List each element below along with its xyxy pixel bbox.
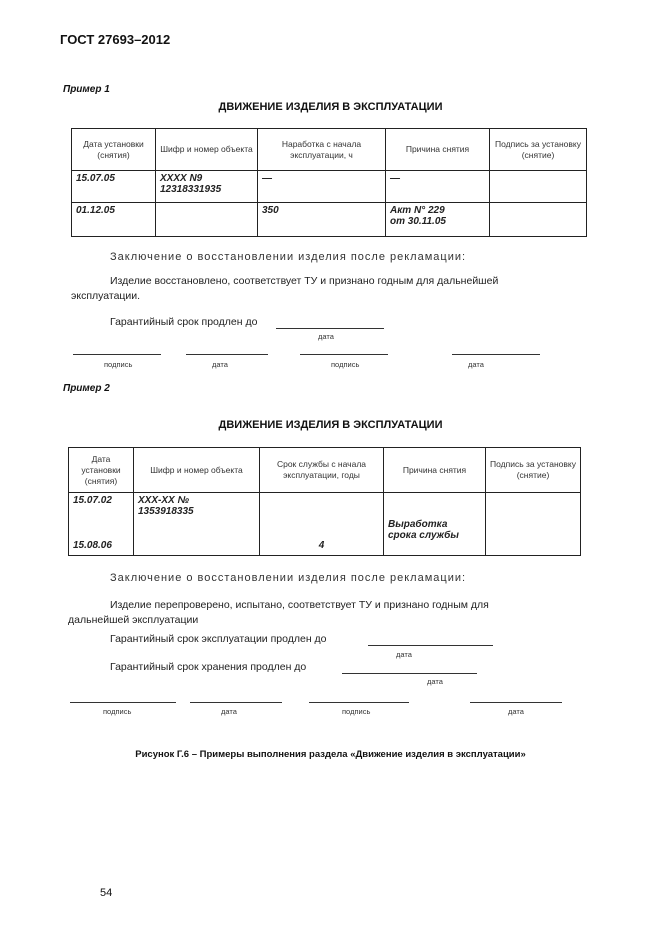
cell-object-line2: 12318331935 bbox=[160, 184, 222, 195]
warranty-use-date-label: дата bbox=[396, 650, 412, 659]
example-1-text-line2: эксплуатации. bbox=[71, 290, 141, 302]
cell-object bbox=[156, 203, 258, 237]
signature-line bbox=[70, 702, 176, 703]
date-line bbox=[190, 702, 282, 703]
cell-reason bbox=[386, 203, 490, 237]
cell-signature bbox=[490, 171, 587, 203]
table-row bbox=[69, 493, 581, 556]
page-number: 54 bbox=[100, 887, 113, 899]
example-2-table bbox=[68, 447, 581, 556]
example-1-text-line1: Изделие восстановлено, соответствует ТУ и признано годным для дальнейшей bbox=[110, 275, 499, 287]
column-header-date: Дата установки (снятия) bbox=[69, 448, 134, 493]
example-2-text-line2: дальнейшей эксплуатации bbox=[68, 614, 199, 626]
cell-date: 01.12.05 bbox=[72, 203, 156, 237]
signature-line bbox=[73, 354, 161, 355]
figure-caption: Рисунок Г.6 – Примеры выполнения раздела «Движение изделия в эксплуатации» bbox=[135, 749, 526, 760]
cell-date-installed: 15.07.02 bbox=[73, 495, 112, 506]
column-header-signature: Подпись за установку (снятие) bbox=[490, 129, 587, 171]
table-row bbox=[72, 203, 587, 237]
cell-reason-line1: — bbox=[390, 173, 400, 184]
cell-hours: 350 bbox=[258, 203, 386, 237]
signature-label: подпись bbox=[104, 360, 133, 369]
column-header-object: Шифр и номер объекта bbox=[134, 448, 260, 493]
cell-reason-line2: от 30.11.05 bbox=[390, 216, 446, 227]
warranty-storage-date-line bbox=[342, 673, 477, 674]
column-header-hours: Наработка с начала эксплуатации, ч bbox=[258, 129, 386, 171]
cell-object bbox=[134, 493, 260, 556]
cell-object-line1: XXXX N9 bbox=[160, 173, 203, 184]
example-2-warranty-use: Гарантийный срок эксплуатации продлен до bbox=[110, 633, 327, 645]
cell-object bbox=[156, 171, 258, 203]
column-header-reason: Причина снятия bbox=[384, 448, 486, 493]
example-2-conclusion-title: Заключение о восстановлении изделия после рекламации: bbox=[110, 572, 467, 584]
example-2-title: ДВИЖЕНИЕ ИЗДЕЛИЯ В ЭКСПЛУАТАЦИИ bbox=[218, 419, 443, 431]
example-1-conclusion-title: Заключение о восстановлении изделия после рекламации: bbox=[110, 251, 467, 263]
cell-reason bbox=[386, 171, 490, 203]
warranty-date-line bbox=[276, 328, 384, 329]
column-header-reason: Причина снятия bbox=[386, 129, 490, 171]
cell-object-line2: 1353918335 bbox=[138, 506, 194, 517]
warranty-use-date-line bbox=[368, 645, 493, 646]
date-line bbox=[452, 354, 540, 355]
cell-object-line1: XXX-XX № bbox=[138, 495, 189, 506]
date-label: дата bbox=[508, 707, 524, 716]
column-header-object: Шифр и номер объекта bbox=[156, 129, 258, 171]
cell-reason-line1: Акт N° 229 bbox=[390, 205, 445, 216]
signature-label: подпись bbox=[103, 707, 132, 716]
column-header-date: Дата установки (снятия) bbox=[72, 129, 156, 171]
date-label: дата bbox=[212, 360, 228, 369]
cell-signature bbox=[486, 493, 581, 556]
cell-signature bbox=[490, 203, 587, 237]
example-1-label: Пример 1 bbox=[63, 84, 110, 95]
table-row bbox=[72, 171, 587, 203]
date-label: дата bbox=[221, 707, 237, 716]
example-1-warranty-text: Гарантийный срок продлен до bbox=[110, 316, 258, 328]
cell-reason-line2: срока службы bbox=[388, 530, 459, 541]
signature-line bbox=[300, 354, 388, 355]
table-header-row bbox=[69, 448, 581, 493]
cell-date bbox=[69, 493, 134, 556]
warranty-storage-date-label: дата bbox=[427, 677, 443, 686]
table-header-row bbox=[72, 129, 587, 171]
example-1-table bbox=[71, 128, 587, 237]
signature-line bbox=[309, 702, 409, 703]
column-header-signature: Подпись за установку (снятие) bbox=[486, 448, 581, 493]
signature-label: подпись bbox=[331, 360, 360, 369]
cell-date: 15.07.05 bbox=[72, 171, 156, 203]
cell-hours: — bbox=[258, 171, 386, 203]
document-header: ГОСТ 27693–2012 bbox=[60, 32, 171, 47]
column-header-service-life: Срок службы с начала эксплуатации, годы bbox=[260, 448, 384, 493]
warranty-date-label: дата bbox=[318, 332, 334, 341]
date-label: дата bbox=[468, 360, 484, 369]
date-line bbox=[186, 354, 268, 355]
example-1-title: ДВИЖЕНИЕ ИЗДЕЛИЯ В ЭКСПЛУАТАЦИИ bbox=[218, 101, 443, 113]
example-2-label: Пример 2 bbox=[63, 383, 110, 394]
cell-date-removed: 15.08.06 bbox=[73, 540, 112, 551]
cell-reason bbox=[384, 493, 486, 556]
signature-label: подпись bbox=[342, 707, 371, 716]
cell-reason-line1: Выработка bbox=[388, 519, 448, 530]
date-line bbox=[470, 702, 562, 703]
cell-service-life: 4 bbox=[260, 493, 384, 556]
example-2-warranty-storage: Гарантийный срок хранения продлен до bbox=[110, 661, 307, 673]
example-2-text-line1: Изделие перепроверено, испытано, соответствует ТУ и признано годным для bbox=[110, 599, 489, 611]
